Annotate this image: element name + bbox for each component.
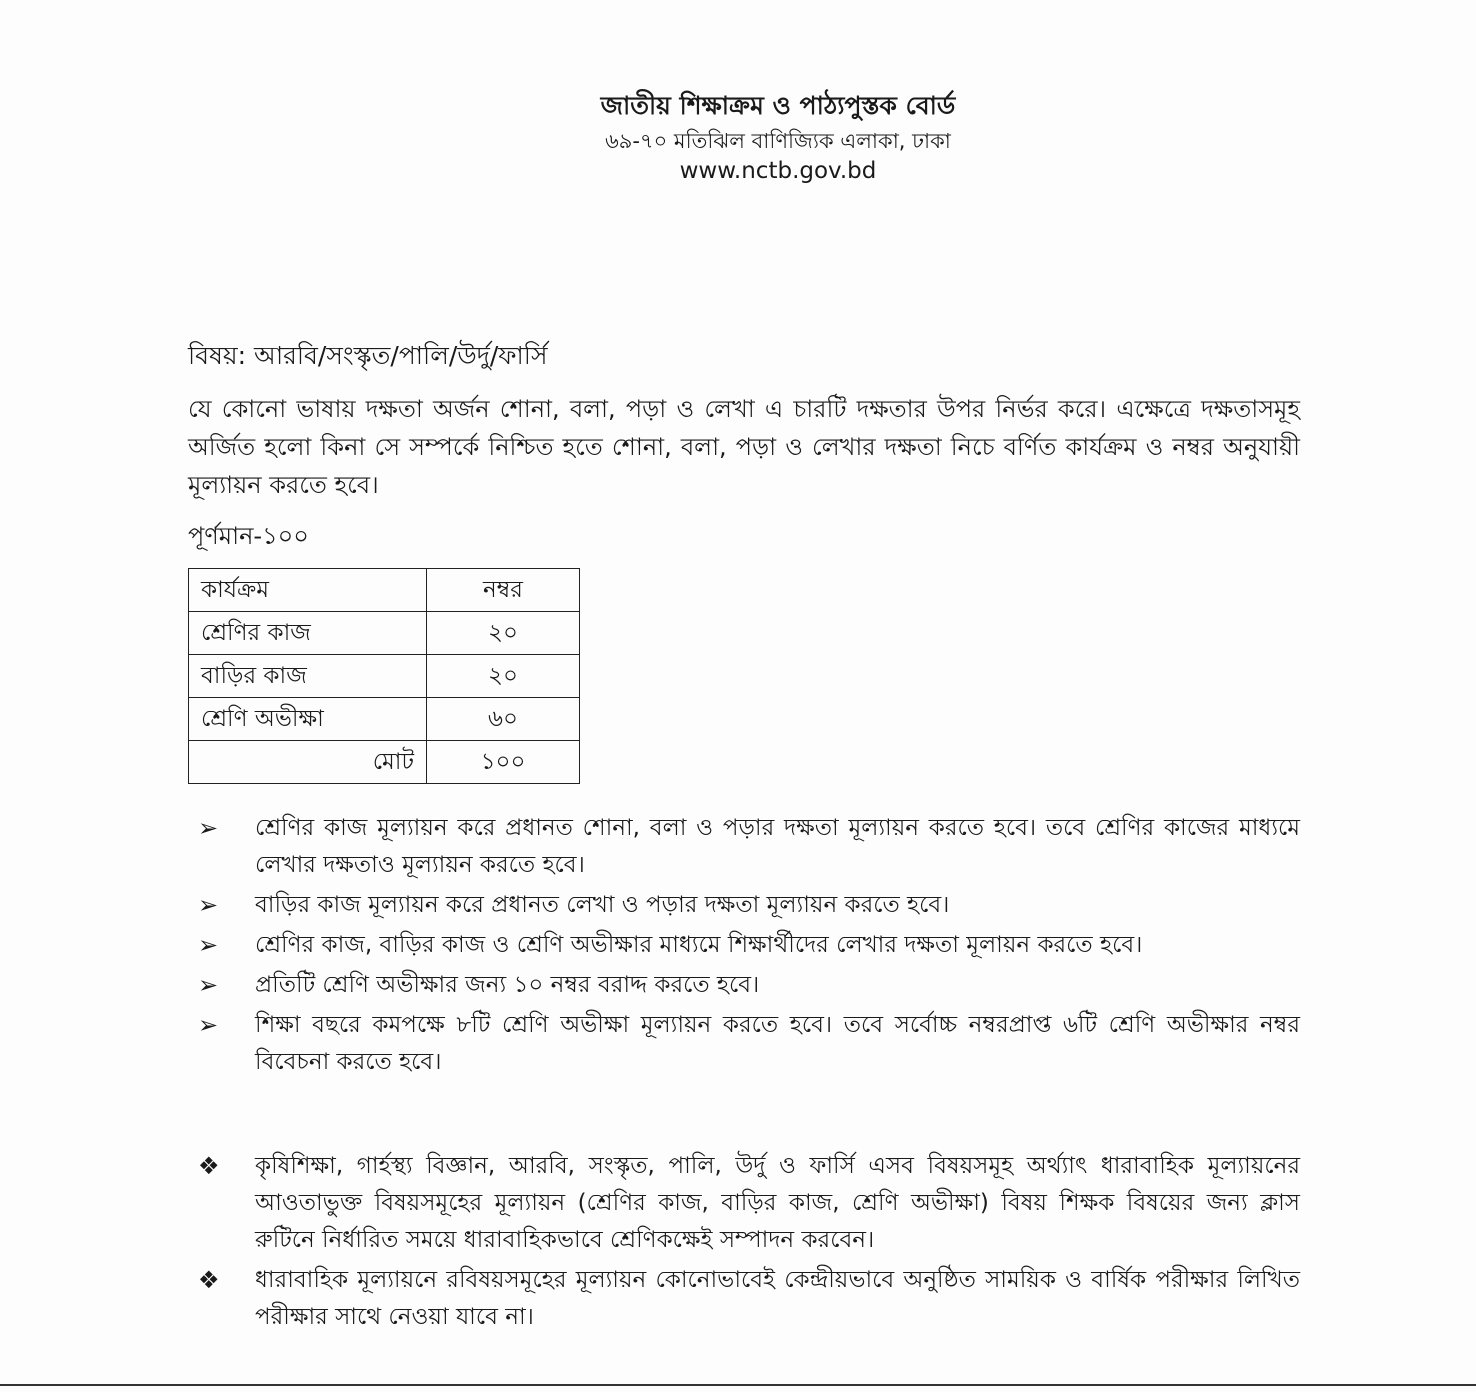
table-cell: ২০	[427, 612, 580, 655]
total-label: মোট	[189, 741, 427, 784]
table-cell: শ্রেণির কাজ	[189, 612, 427, 655]
table-cell: বাড়ির কাজ	[189, 655, 427, 698]
list-item: ➢ শ্রেণির কাজ, বাড়ির কাজ ও শ্রেণি অভীক্ষার মাধ্যমে শিক্ষার্থীদের লেখার দক্ষতা মূলায়ন করতে হবে।	[188, 927, 1300, 964]
list-item: ❖ কৃষিশিক্ষা, গার্হস্থ্য বিজ্ঞান, আরবি, সংস্কৃত, পালি, উর্দু ও ফার্সি এসব বিষয়সমূহ অর্থ্যাৎ ধারাবাহিক মূল্যায়নের আওতাভুক্ত বিষয়সমূহের মূল্যায়ন (শ্রেণির কাজ, বাড়ির কাজ, শ্রেণি অভীক্ষা) বিষয় শিক্ষক বিষয়ের জন্য ক্লাস রুটিনে নির্ধারিত সময়ে ধারাবাহিকভাবে শ্রেণিকক্ষেই সম্পাদন করবেন।	[188, 1148, 1300, 1259]
table-header: কার্যক্রম	[189, 569, 427, 612]
full-marks: পূর্ণমান-১০০	[188, 522, 309, 550]
list-item: ➢ প্রতিটি শ্রেণি অভীক্ষার জন্য ১০ নম্বর বরাদ্দ করতে হবে।	[188, 967, 1300, 1004]
total-value: ১০০	[427, 741, 580, 784]
table-cell: ৬০	[427, 698, 580, 741]
marks-table	[188, 568, 580, 784]
list-item: ❖ ধারাবাহিক মূল্যায়নে রবিষয়সমূহের মূল্যায়ন কোনোভাবেই কেন্দ্রীয়ভাবে অনুষ্ঠিত সাময়িক ও বার্ষিক পরীক্ষার লিখিত পরীক্ষার সাথে নেওয়া যাবে না।	[188, 1262, 1300, 1336]
arrow-bullet-icon: ➢	[198, 1011, 219, 1039]
list-item: ➢ শিক্ষা বছরে কমপক্ষে ৮টি শ্রেণি অভীক্ষা মূল্যায়ন করতে হবে। তবে সর্বোচ্চ নম্বরপ্রাপ্ত ৬টি শ্রেণি অভীক্ষার নম্বর বিবেচনা করতে হবে।	[188, 1007, 1300, 1081]
table-total-row	[189, 741, 580, 784]
diamond-bullet-icon: ❖	[198, 1266, 220, 1294]
table-cell: ২০	[427, 655, 580, 698]
org-address: ৬৯-৭০ মতিঝিল বাণিজ্যিক এলাকা, ঢাকা	[605, 129, 951, 153]
org-name: জাতীয় শিক্ষাক্রম ও পাঠ্যপুস্তক বোর্ড	[600, 91, 956, 120]
diamond-bullet-list	[188, 1148, 1300, 1339]
table-header: নম্বর	[427, 569, 580, 612]
arrow-bullet-list	[188, 810, 1300, 1084]
table-row	[189, 655, 580, 698]
arrow-bullet-icon: ➢	[198, 971, 219, 999]
diamond-bullet-icon: ❖	[198, 1152, 220, 1180]
list-item: ➢ বাড়ির কাজ মূল্যায়ন করে প্রধানত লেখা ও পড়ার দক্ষতা মূল্যায়ন করতে হবে।	[188, 887, 1300, 924]
org-website: www.nctb.gov.bd	[679, 158, 877, 184]
table-row	[189, 698, 580, 741]
table-row	[189, 612, 580, 655]
table-cell: শ্রেণি অভীক্ষা	[189, 698, 427, 741]
intro-paragraph: যে কোনো ভাষায় দক্ষতা অর্জন শোনা, বলা, পড়া ও লেখা এ চারটি দক্ষতার উপর নির্ভর করে। এক্ষেত্রে দক্ষতাসমূহ অর্জিত হলো কিনা সে সম্পর্কে নিশ্চিত হতে শোনা, বলা, পড়া ও লেখার দক্ষতা নিচে বর্ণিত কার্যক্রম ও নম্বর অনুযায়ী মূল্যায়ন করতে হবে।	[188, 395, 1300, 499]
subject-heading: বিষয়: আরবি/সংস্কৃত/পালি/উর্দু/ফার্সি	[188, 341, 548, 370]
list-item: ➢ শ্রেণির কাজ মূল্যায়ন করে প্রধানত শোনা, বলা ও পড়ার দক্ষতা মূল্যায়ন করতে হবে। তবে শ্রেণির কাজের মাধ্যমে লেখার দক্ষতাও মূল্যায়ন করতে হবে।	[188, 810, 1300, 884]
arrow-bullet-icon: ➢	[198, 814, 219, 842]
arrow-bullet-icon: ➢	[198, 891, 219, 919]
arrow-bullet-icon: ➢	[198, 931, 219, 959]
bottom-divider	[0, 1384, 1476, 1386]
table-header-row	[189, 569, 580, 612]
